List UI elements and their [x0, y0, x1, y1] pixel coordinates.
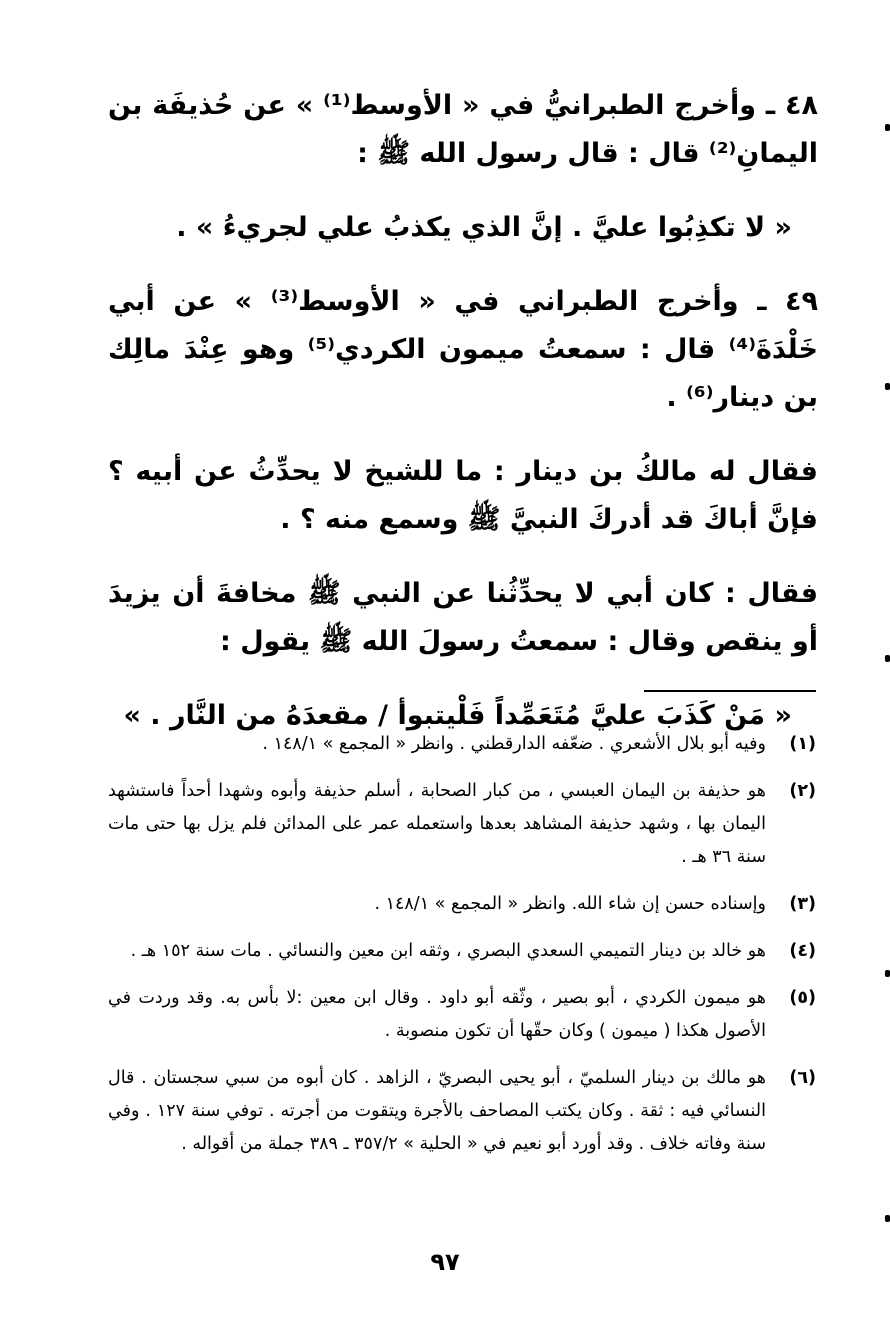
- footnote-text: هو حذيفة بن اليمان العبسي ، من كبار الصحابة ، أسلم حذيفة وأبوه وشهدا أحداً فاستشهد اليمان بها ، وشهد حذيفة المشاهد بعدها واستعمله عمر على المدائن فلم يزل بها حتى مات سنة ٣٦ هـ .: [108, 781, 766, 867]
- scan-margin-mark: [885, 655, 890, 662]
- footnote-number: (١): [789, 734, 816, 754]
- dialogue-paragraph: فقال له مالكُ بن دينار : ما للشيخ لا يحدِّثُ عن أبيه ؟ فإنَّ أباكَ قد أدركَ النبيَّ ﷺ وسمع منه ؟ .: [108, 456, 818, 535]
- scan-margin-mark: [885, 1215, 890, 1222]
- footnote-6: [108, 1062, 816, 1161]
- reply-paragraph: فقال : كان أبي لا يحدِّثُنا عن النبي ﷺ مخافةَ أن يزيدَ أو ينقص وقال : سمعتُ رسولَ الله ﷺ يقول :: [108, 578, 818, 657]
- footnote-text: هو خالد بن دينار التميمي السعدي البصري ، وثقه ابن معين والنسائي . مات سنة ١٥٢ هـ .: [130, 941, 766, 961]
- footnote-separator: [644, 690, 816, 692]
- footnote-number: (٢): [789, 781, 816, 801]
- footnote-text: هو مالك بن دينار السلميّ ، أبو يحيى البصريّ ، الزاهد . كان أبوه من سبي سجستان . قال النسائي فيه : ثقة . وكان يكتب المصاحف بالأجرة ويتقوت من أجرته . توفي سنة ١٢٧ . وفي سنة وفاته خلاف . وقد أورد أبو نعيم في « الحلية » ٣٥٧/٢ ـ ٣٨٩ جملة من أقواله .: [108, 1068, 766, 1154]
- hadith-49-paragraph: ٤٩ ـ وأخرج الطبراني في « الأوسط⁽³⁾ » عن أبي خَلْدَةَ⁽⁴⁾ قال : سمعتُ ميمون الكردي⁽⁵⁾ وهو عِنْدَ مالِك بن دينار⁽⁶⁾ .: [108, 286, 818, 413]
- footnote-number: (٦): [789, 1068, 816, 1088]
- footnote-1: [108, 728, 816, 761]
- scan-margin-mark: [885, 383, 890, 390]
- hadith-48-quote: « لا تكذِبُوا عليَّ . إنَّ الذي يكذبُ علي لجريءُ » .: [176, 212, 792, 243]
- footnote-number: (٥): [789, 988, 816, 1008]
- footnote-3: [108, 888, 816, 921]
- main-text: [108, 82, 818, 766]
- hadith-48-paragraph: ٤٨ ـ وأخرج الطبرانيُّ في « الأوسط⁽¹⁾ » عن حُذيفَة بن اليمانِ⁽²⁾ قال : قال رسول الله ﷺ :: [108, 90, 818, 169]
- footnote-number: (٣): [789, 894, 816, 914]
- scan-margin-mark: [885, 970, 890, 977]
- scan-margin-mark: [885, 124, 890, 131]
- footnote-text: وفيه أبو بلال الأشعري . ضعّفه الدارقطني . وانظر « المجمع » ١٤٨/١ .: [262, 734, 766, 754]
- footnotes: [108, 728, 816, 1175]
- page-number: ٩٧: [430, 1248, 460, 1276]
- footnote-5: [108, 982, 816, 1048]
- footnote-text: هو ميمون الكردي ، أبو بصير ، وثّقه أبو داود . وقال ابن معين :لا بأس به. وقد وردت في الأصول هكذا ( ميمون ) وكان حقّها أن تكون منصوبة .: [108, 988, 766, 1041]
- footnote-number: (٤): [789, 941, 816, 961]
- footnote-4: [108, 935, 816, 968]
- hadith-49-quote: « مَنْ كَذَبَ عليَّ مُتَعَمِّداً فَلْيتبوأ / مقعدَهُ من النَّار . »: [123, 700, 792, 731]
- footnote-2: [108, 775, 816, 874]
- footnote-text: وإسناده حسن إن شاء الله. وانظر « المجمع » ١٤٨/١ .: [374, 894, 766, 914]
